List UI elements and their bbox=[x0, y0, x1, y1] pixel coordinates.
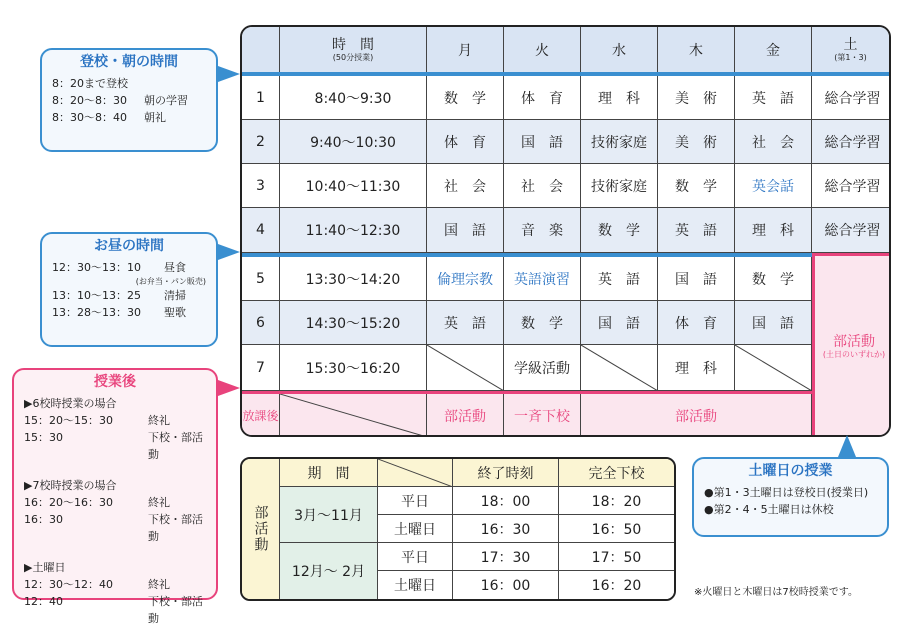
empty-cell-diagonal bbox=[735, 345, 812, 391]
header-day-sat bbox=[812, 27, 889, 73]
subject-cell: 理 科 bbox=[735, 208, 812, 253]
club-table bbox=[240, 457, 676, 601]
after-7-label-2: 下校・部活動 bbox=[148, 513, 203, 543]
subject-cell: 理 科 bbox=[658, 345, 735, 391]
subject-cell: 社 会 bbox=[427, 164, 504, 208]
after-row-label: 放課後 bbox=[242, 394, 280, 437]
after-head-sat: ▶土曜日 bbox=[24, 561, 66, 574]
empty-cell-diagonal bbox=[427, 345, 504, 391]
arrival-time-2: 8：20～8：30 bbox=[52, 94, 127, 107]
period-time: 13:30～14:20 bbox=[280, 257, 427, 301]
club-header-diagonal bbox=[378, 459, 453, 487]
lunch-arrow bbox=[218, 244, 240, 260]
period-time: 8:40～9:30 bbox=[280, 76, 427, 120]
subject-cell: 数 学 bbox=[427, 76, 504, 120]
arrival-time-1: 8：20まで登校 bbox=[52, 77, 128, 90]
morning-title: 登校・朝の時間 bbox=[80, 54, 178, 70]
subject-cell: 数 学 bbox=[658, 164, 735, 208]
morning-arrow bbox=[218, 66, 240, 82]
after-6-time-2: 15：30 bbox=[24, 431, 63, 444]
footnote: ※火曜日と木曜日は7校時授業です。 bbox=[694, 587, 858, 598]
club-side-label bbox=[242, 459, 280, 599]
empty-cell bbox=[735, 345, 812, 391]
subject-cell: 国 語 bbox=[735, 301, 812, 345]
subject-cell: 体 育 bbox=[427, 120, 504, 164]
club-day-1: 平日 bbox=[378, 487, 453, 515]
club-side-text: 部活動 bbox=[252, 505, 269, 553]
header-time bbox=[280, 27, 427, 73]
subject-cell: 国 語 bbox=[504, 120, 581, 164]
subject-cell: 社 会 bbox=[735, 120, 812, 164]
club-end-4: 16：00 bbox=[453, 571, 559, 599]
club-end-1: 18：00 bbox=[453, 487, 559, 515]
sat-club-cell bbox=[812, 253, 891, 437]
saturday-line-2: ●第2・4・5土曜日は休校 bbox=[704, 503, 834, 516]
club-header-period: 期 間 bbox=[280, 459, 378, 487]
period-number: 2 bbox=[242, 120, 280, 164]
header-corner bbox=[242, 27, 280, 73]
after-sat-label-1: 終礼 bbox=[148, 578, 170, 591]
header-sat-sub: (第1・3) bbox=[834, 52, 867, 62]
after-7-label-1: 終礼 bbox=[148, 496, 170, 509]
lunch-label-2: 清掃 bbox=[164, 289, 186, 302]
subject-cell: 英 語 bbox=[427, 301, 504, 345]
saturday-cell: 総合学習 bbox=[812, 76, 891, 120]
after-6-label-1: 終礼 bbox=[148, 414, 170, 427]
after-title: 授業後 bbox=[94, 374, 136, 390]
saturday-arrow bbox=[838, 435, 856, 457]
subject-cell: 社 会 bbox=[504, 164, 581, 208]
club-leave-1: 18：20 bbox=[559, 487, 674, 515]
after-6-label-2: 下校・部活動 bbox=[148, 431, 203, 461]
header-day-thu: 木 bbox=[658, 27, 735, 73]
after-head-6: ▶6校時授業の場合 bbox=[24, 397, 117, 410]
subject-cell: 数 学 bbox=[581, 208, 658, 253]
header-day-tue: 火 bbox=[504, 27, 581, 73]
subject-cell: 技術家庭 bbox=[581, 164, 658, 208]
sat-club-sub: (土日のいずれか) bbox=[822, 349, 886, 359]
period-number: 6 bbox=[242, 301, 280, 345]
after-row-tue: 一斉下校 bbox=[504, 394, 581, 437]
subject-cell: 体 育 bbox=[658, 301, 735, 345]
saturday-callout bbox=[692, 457, 889, 537]
saturday-line-1: ●第1・3土曜日は登校日(授業日) bbox=[704, 486, 869, 499]
subject-cell: 美 術 bbox=[658, 76, 735, 120]
club-day-4: 土曜日 bbox=[378, 571, 453, 599]
arrival-label-2: 朝の学習 bbox=[144, 94, 188, 107]
club-period-1: 3月～11月 bbox=[280, 487, 378, 543]
period-number: 5 bbox=[242, 257, 280, 301]
header-time-label: 時 間 bbox=[332, 36, 374, 53]
subject-cell: 国 語 bbox=[581, 301, 658, 345]
empty-cell bbox=[581, 345, 658, 391]
sat-club-label: 部活動 bbox=[833, 333, 875, 350]
club-header-day bbox=[378, 459, 453, 487]
morning-callout bbox=[40, 48, 218, 152]
club-header-leave: 完全下校 bbox=[559, 459, 674, 487]
after-section-sat bbox=[24, 559, 206, 627]
arrival-time-3: 8：30～8：40 bbox=[52, 111, 127, 124]
after-row-mon: 部活動 bbox=[427, 394, 504, 437]
club-leave-3: 17：50 bbox=[559, 543, 674, 571]
subject-cell: 理 科 bbox=[581, 76, 658, 120]
after-head-7: ▶7校時授業の場合 bbox=[24, 479, 117, 492]
subject-cell: 英 語 bbox=[735, 76, 812, 120]
timetable bbox=[240, 25, 891, 437]
subject-cell: 英 語 bbox=[581, 257, 658, 301]
after-school-callout bbox=[12, 368, 218, 625]
lunch-note: (お弁当・パン販売) bbox=[135, 277, 206, 286]
club-leave-2: 16：50 bbox=[559, 515, 674, 543]
saturday-cell: 総合学習 bbox=[812, 208, 891, 253]
subject-cell: 国 語 bbox=[658, 257, 735, 301]
period-number: 3 bbox=[242, 164, 280, 208]
empty-cell-diagonal bbox=[581, 345, 658, 391]
header-day-mon: 月 bbox=[427, 27, 504, 73]
after-6-time-1: 15：20～15：30 bbox=[24, 414, 113, 427]
subject-cell: 英会話 bbox=[735, 164, 812, 208]
after-sat-time-1: 12：30～12：40 bbox=[24, 578, 113, 591]
after-sat-label-2: 下校・部活動 bbox=[148, 595, 203, 625]
header-day-fri: 金 bbox=[735, 27, 812, 73]
club-leave-4: 16：20 bbox=[559, 571, 674, 599]
subject-cell: 美 術 bbox=[658, 120, 735, 164]
period-time: 15:30～16:20 bbox=[280, 345, 427, 391]
subject-cell: 英語演習 bbox=[504, 257, 581, 301]
after-section-7 bbox=[24, 477, 206, 545]
lunch-label-3: 聖歌 bbox=[164, 306, 186, 319]
lunch-time-3: 13：28～13：30 bbox=[52, 306, 141, 319]
header-day-wed: 水 bbox=[581, 27, 658, 73]
subject-cell: 数 学 bbox=[735, 257, 812, 301]
period-time: 10:40～11:30 bbox=[280, 164, 427, 208]
after-row-diagonal bbox=[280, 394, 427, 437]
subject-cell: 学級活動 bbox=[504, 345, 581, 391]
period-number: 4 bbox=[242, 208, 280, 253]
after-row-rest: 部活動 bbox=[581, 394, 812, 437]
lunch-time-1: 12：30～13：10 bbox=[52, 261, 141, 274]
lunch-divider bbox=[242, 253, 812, 257]
empty-cell bbox=[427, 345, 504, 391]
period-time: 11:40～12:30 bbox=[280, 208, 427, 253]
header-sat-label: 土 bbox=[843, 36, 858, 53]
subject-cell: 技術家庭 bbox=[581, 120, 658, 164]
after-section-6 bbox=[24, 395, 206, 463]
saturday-cell: 総合学習 bbox=[812, 120, 891, 164]
subject-cell: 倫理宗教 bbox=[427, 257, 504, 301]
arrival-label-3: 朝礼 bbox=[144, 111, 166, 124]
header-time-sub: (50分授業) bbox=[332, 52, 374, 62]
subject-cell: 国 語 bbox=[427, 208, 504, 253]
club-period-2: 12月～ 2月 bbox=[280, 543, 378, 599]
after-arrow bbox=[218, 380, 240, 396]
club-end-3: 17：30 bbox=[453, 543, 559, 571]
lunch-label-1: 昼食 bbox=[164, 261, 186, 274]
after-7-time-2: 16：30 bbox=[24, 513, 63, 526]
lunch-time-2: 13：10～13：25 bbox=[52, 289, 141, 302]
period-number: 7 bbox=[242, 345, 280, 391]
after-sat-time-2: 12：40 bbox=[24, 595, 63, 608]
subject-cell: 音 楽 bbox=[504, 208, 581, 253]
club-end-2: 16：30 bbox=[453, 515, 559, 543]
subject-cell: 数 学 bbox=[504, 301, 581, 345]
saturday-cell: 総合学習 bbox=[812, 164, 891, 208]
club-day-3: 平日 bbox=[378, 543, 453, 571]
period-time: 14:30～15:20 bbox=[280, 301, 427, 345]
period-number: 1 bbox=[242, 76, 280, 120]
club-header-end: 終了時刻 bbox=[453, 459, 559, 487]
subject-cell: 体 育 bbox=[504, 76, 581, 120]
subject-cell: 英 語 bbox=[658, 208, 735, 253]
club-day-2: 土曜日 bbox=[378, 515, 453, 543]
after-row-time bbox=[280, 394, 427, 437]
lunch-title: お昼の時間 bbox=[94, 238, 164, 254]
after-7-time-1: 16：20～16：30 bbox=[24, 496, 113, 509]
saturday-title: 土曜日の授業 bbox=[748, 463, 833, 479]
lunch-callout bbox=[40, 232, 218, 347]
period-time: 9:40～10:30 bbox=[280, 120, 427, 164]
